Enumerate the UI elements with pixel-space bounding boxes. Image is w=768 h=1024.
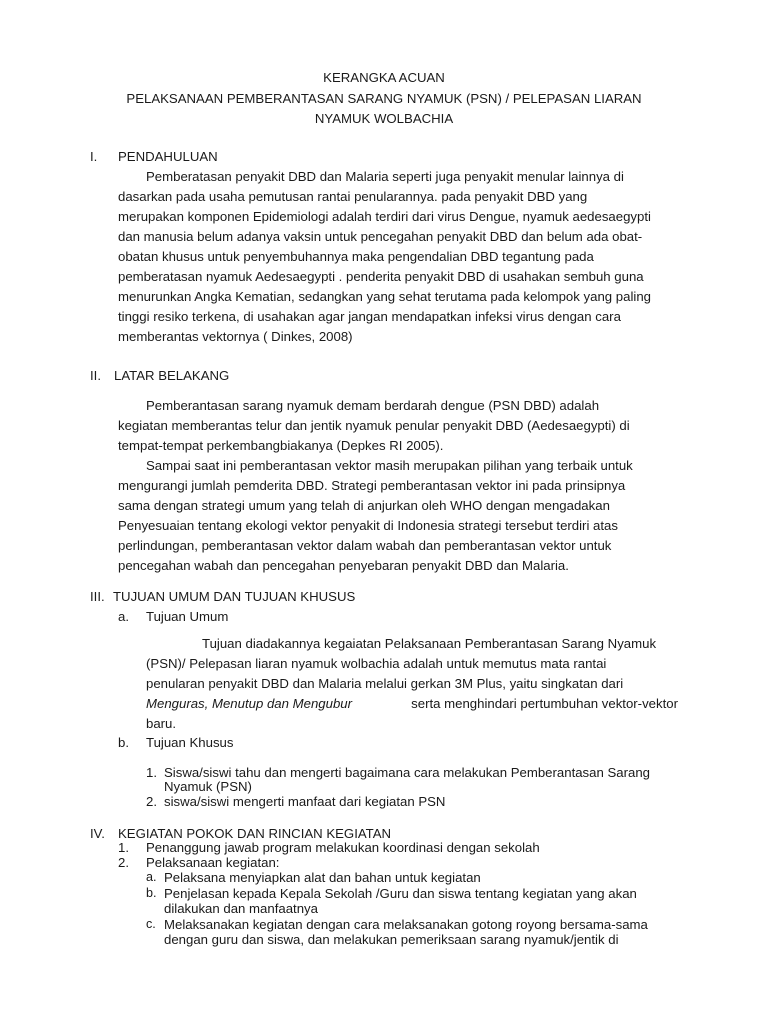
section-4-item-2: Pelaksanaan kegiatan: [146, 855, 280, 870]
section-3-a-line: (PSN)/ Pelepasan liaran nyamuk wolbachia adalah untuk memutus mata rantai [146, 656, 607, 671]
section-2-number: II. [90, 368, 101, 383]
sub-item-label: a. [146, 870, 157, 884]
section-2-line: pencegahan wabah dan pencegahan penyebaran penyakit DBD dan Malaria. [118, 558, 569, 573]
section-2-line: sama dengan strategi umum yang telah di anjurkan oleh WHO dengan mengadakan [118, 498, 610, 513]
section-3-a-label: a. [118, 609, 129, 624]
section-1-line: Pemberatasan penyakit DBD dan Malaria seperti juga penyakit menular lainnya di [146, 169, 624, 184]
section-1-line: obatan khusus untuk penyembuhannya maka pengendalian DBD tegantung pada [118, 249, 594, 264]
section-1-heading: PENDAHULUAN [118, 149, 218, 164]
list-item-line-2: Nyamuk (PSN) [164, 779, 252, 794]
sub-item-line-2: dilakukan dan manfaatnya [164, 901, 318, 916]
section-1-line: pemberatasan nyamuk Aedesaegypti . penderita penyakit DBD di usahakan sembuh guna [118, 269, 644, 284]
section-2-heading: LATAR BELAKANG [114, 368, 230, 383]
section-3-a-last: baru. [146, 716, 177, 731]
section-3-number: III. [90, 589, 105, 604]
section-3-3m-italic: Menguras, Menutup dan Mengubur [146, 696, 353, 711]
section-2-line: mengurangi jumlah pemderita DBD. Strategi pemberantasan vektor ini pada prinsipnya [118, 478, 626, 493]
section-4-item-number: 2. [118, 855, 129, 870]
section-3-a-line-rest: serta menghindari pertumbuhan vektor-vektor [411, 696, 678, 711]
list-item-number: 1. [146, 765, 157, 780]
sub-item-line-1: Melaksanakan kegiatan dengan cara melaksanakan gotong royong bersama-sama [164, 917, 648, 932]
list-item-line-1: Siswa/siswi tahu dan mengerti bagaimana cara melakukan Pemberantasan Sarang [164, 765, 651, 780]
section-4-number: IV. [90, 826, 105, 841]
section-3-a-line-mixed [146, 696, 678, 711]
list-item-number: 2. [146, 794, 157, 809]
section-2-line: kegiatan memberantas telur dan jentik nyamuk penular penyakit DBD (Aedesaegypti) di [118, 418, 630, 433]
sub-item-line-1: Pelaksana menyiapkan alat dan bahan untuk kegiatan [164, 870, 481, 885]
sub-item-label: c. [146, 917, 156, 931]
section-3-a-line: Tujuan diadakannya kegaiatan Pelaksanaan Pemberantasan Sarang Nyamuk [202, 636, 657, 651]
doc-title-line-1: KERANGKA ACUAN [323, 70, 445, 85]
section-1-line: memberantas vektornya ( Dinkes, 2008) [118, 329, 353, 344]
section-1-line: tinggi resiko terkena, di usahakan agar jangan mendapatkan infeksi virus dengan cara [118, 309, 621, 324]
section-2-line: tempat-tempat perkembangbiakanya (Depkes RI 2005). [118, 438, 444, 453]
section-3-a-title: Tujuan Umum [146, 609, 229, 624]
section-3-b-label: b. [118, 735, 129, 750]
section-3-heading: TUJUAN UMUM DAN TUJUAN KHUSUS [113, 589, 356, 604]
section-1-line: dan manusia belum adanya vaksin untuk pencegahan penyakit DBD dan belum ada obat- [118, 229, 643, 244]
section-3-b-title: Tujuan Khusus [146, 735, 234, 750]
section-2-line: perlindungan, pemberantasan vektor dalam wabah dan pemberantasan vektor untuk [118, 538, 612, 553]
section-4-item-1: Penanggung jawab program melakukan koordinasi dengan sekolah [146, 840, 540, 855]
doc-title-line-3: NYAMUK WOLBACHIA [314, 111, 454, 126]
section-2-line: Penyesuaian tentang ekologi vektor penyakit di Indonesia strategi tersebut terdiri atas [118, 518, 618, 533]
sub-item-line-1: Penjelasan kepada Kepala Sekolah /Guru dan siswa tentang kegiatan yang akan [164, 886, 637, 901]
section-1-line: merupakan komponen Epidemiologi adalah terdiri dari virus Dengue, nyamuk aedesaegypti [118, 209, 651, 224]
sub-item-line-2: dengan guru dan siswa, dan melakukan pemeriksaan sarang nyamuk/jentik di [164, 932, 619, 947]
section-2-line: Sampai saat ini pemberantasan vektor masih merupakan pilihan yang terbaik untuk [146, 458, 633, 473]
section-1-line: dasarkan pada usaha pemutusan rantai penularannya. pada penyakit DBD yang [118, 189, 588, 204]
list-item-line-1: siswa/siswi mengerti manfaat dari kegiatan PSN [164, 794, 446, 809]
section-2-line: Pemberantasan sarang nyamuk demam berdarah dengue (PSN DBD) adalah [146, 398, 600, 413]
section-4-item-number: 1. [118, 840, 129, 855]
doc-title-line-2: PELAKSANAAN PEMBERANTASAN SARANG NYAMUK (PSN) / PELEPASAN LIARAN [126, 91, 642, 106]
section-4-heading: KEGIATAN POKOK DAN RINCIAN KEGIATAN [118, 826, 392, 841]
section-1-number: I. [90, 149, 98, 164]
sub-item-label: b. [146, 886, 157, 900]
section-1-line: menurunkan Angka Kematian, sedangkan yang sehat terutama pada kelompok yang paling [118, 289, 651, 304]
section-3-a-line: penularan penyakit DBD dan Malaria melalui gerkan 3M Plus, yaitu singkatan dari [146, 676, 624, 691]
